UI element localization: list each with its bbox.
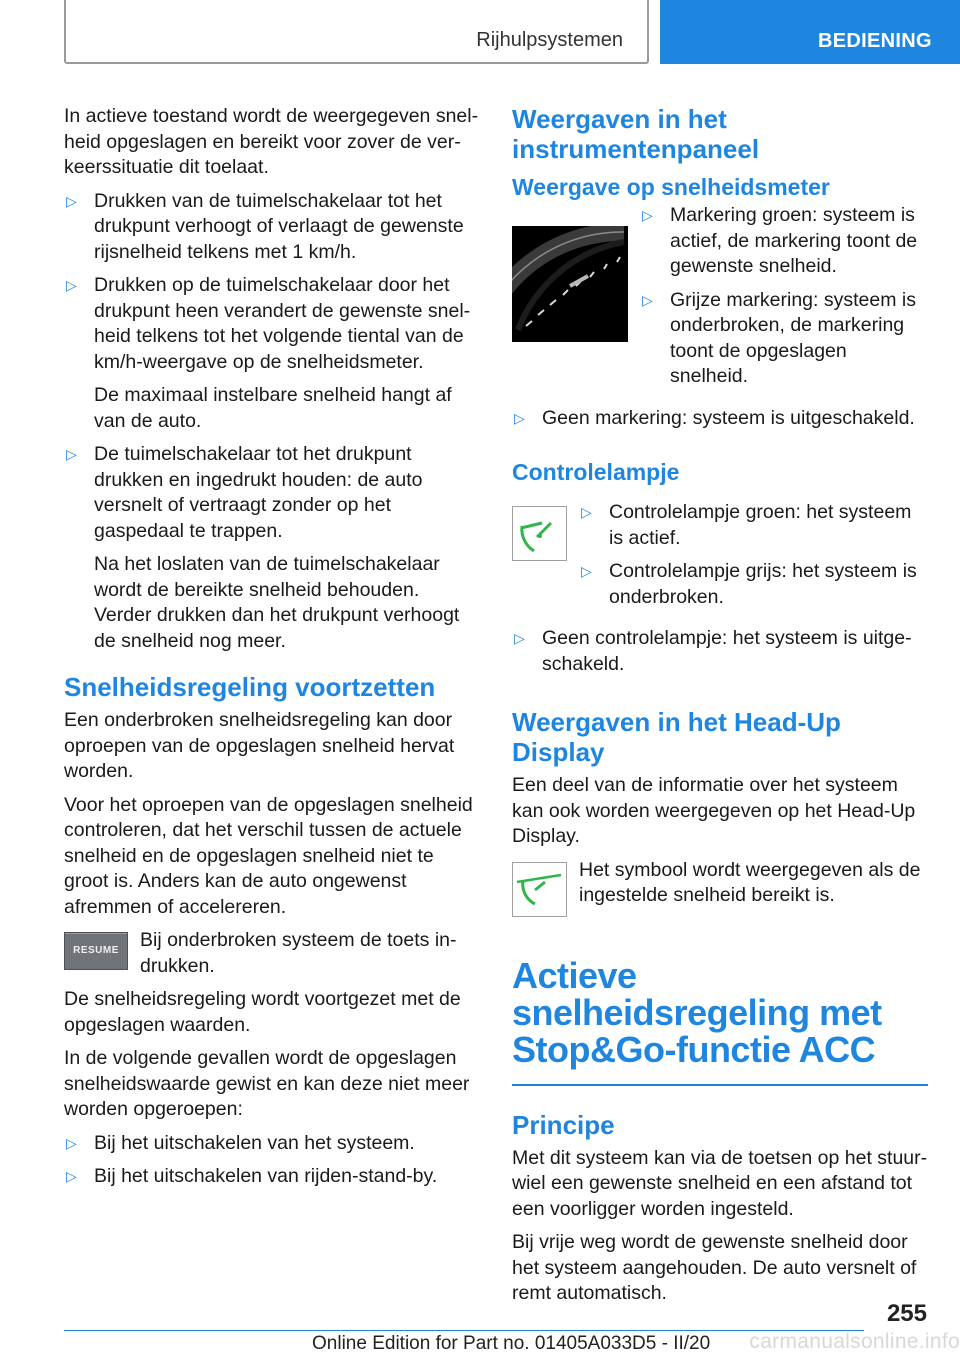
bullet-text: De tuimelschakelaar tot het drukpunt drukken en ingedrukt houden: de auto versnelt of vertraagt zonder op het gaspedaal te trappen. xyxy=(94,443,423,542)
resume-paragraph-4: In de volgende gevallen wordt de opgeslagen snelheidswaarde gewist en kan deze niet meer worden opgeroepen: xyxy=(64,1047,470,1120)
right-column xyxy=(512,104,928,1315)
bullet-item xyxy=(579,500,928,551)
subheading-speedometer: Weergave op snelheidsmeter xyxy=(512,174,830,200)
hud-symbol-row xyxy=(512,858,928,917)
bullet-triangle-icon: ▷ xyxy=(514,630,525,646)
bullet-subtext: De maximaal instelbare snelheid hangt af van de auto. xyxy=(94,384,452,432)
bullet-text: Controlelampje groen: het systeem is actief. xyxy=(609,501,912,549)
bullet-text: Bij het uitschakelen van het systeem. xyxy=(94,1131,415,1154)
bullet-triangle-icon: ▷ xyxy=(514,409,525,426)
principle-paragraph-1: Met dit systeem kan via de toetsen op het stuurwiel een gewenste snelheid en een afstand tot een voorligger worden ingesteld. xyxy=(512,1146,928,1220)
section-heading-displays: Weergaven in het instrumentenpaneel xyxy=(512,104,760,164)
indicator-lamp-image xyxy=(512,506,567,561)
bullet-triangle-icon: ▷ xyxy=(581,504,592,520)
header-chapter-tab xyxy=(660,0,960,64)
bullet-text: Drukken op de tuimelschakelaar door het drukpunt heen verandert de gewenste snelheid telkens tot het volgende tiental van de km/h-weergave op de snelheidsmeter. xyxy=(94,274,471,373)
bullet-triangle-icon: ▷ xyxy=(642,291,653,308)
bullet-text: Markering groen: systeem is actief, de markering toont de gewenste snelheid. xyxy=(670,204,918,277)
bullet-triangle-icon: ▷ xyxy=(66,1168,77,1184)
bullet-text: Bij het uitschakelen van rijden-stand-by. xyxy=(94,1165,438,1187)
footer-divider xyxy=(64,1330,864,1331)
resume-button-row xyxy=(64,928,479,979)
indicator-lamp-row xyxy=(512,500,928,618)
bullet-item xyxy=(640,203,928,280)
bullet-item xyxy=(64,1164,479,1190)
bullet-triangle-icon: ▷ xyxy=(581,563,592,579)
bullet-item xyxy=(64,189,479,266)
bullet-item xyxy=(512,406,928,432)
resume-paragraph-1: Een onderbroken snelheidsregeling kan door oproepen van de opgeslagen snelheid hervat worden. xyxy=(64,709,455,782)
resume-button-label: RESUME xyxy=(73,945,119,957)
bullet-triangle-icon: ▷ xyxy=(66,277,77,293)
bullet-text: Grijze markering: systeem is onderbroken, de markering toont de opgeslagen snelheid. xyxy=(670,288,916,387)
resume-button-image xyxy=(64,932,128,970)
section-heading-principle: Principe xyxy=(512,1109,615,1140)
header-chapter-label: BEDIENING xyxy=(818,30,932,52)
resume-button-text: Bij onderbroken systeem de toets indrukken. xyxy=(140,929,457,977)
bullet-text: Controlelampje grijs: het systeem is onderbroken. xyxy=(609,560,917,608)
bullet-text: Geen controlelampje: het systeem is uitgeschakeld. xyxy=(542,627,912,675)
bullet-item xyxy=(640,288,928,390)
hud-symbol-image xyxy=(512,862,567,917)
header-section-box xyxy=(64,0,649,64)
principle-paragraph-2: Bij vrije weg wordt de gewenste snelheid door het systeem aangehouden. De auto versnelt of remt automatisch. xyxy=(512,1231,917,1304)
intro-paragraph: In actieve toestand wordt de weergegeven snelheid opgeslagen en bereikt voor zover de verkeerssituatie dit toelaat. xyxy=(64,105,479,178)
section-heading-hud: Weergaven in het Head-Up Display xyxy=(512,707,841,767)
hud-speed-symbol-icon xyxy=(513,863,566,916)
bullet-item xyxy=(64,273,479,434)
bullet-item xyxy=(579,559,928,610)
bullet-item xyxy=(64,442,479,654)
bullet-item xyxy=(512,626,928,677)
watermark-text: carmanualsonline.info xyxy=(749,1330,960,1353)
bullet-item xyxy=(64,1131,479,1157)
speedometer-image xyxy=(512,226,628,342)
page-number: 255 xyxy=(886,1300,927,1327)
footer-edition-text: Online Edition for Part no. 01405A033D5 - II/20 xyxy=(312,1333,711,1354)
bullet-triangle-icon: ▷ xyxy=(66,1134,77,1151)
bullet-triangle-icon: ▷ xyxy=(66,192,77,209)
speedometer-dial-icon xyxy=(512,226,628,342)
section-heading-resume: Snelheidsregeling voortzetten xyxy=(64,672,436,702)
chapter-heading-acc: Actieve snelheidsregeling met Stop&Go-functie ACC xyxy=(512,954,882,1070)
bullet-text: Geen markering: systeem is uitgeschakeld. xyxy=(542,406,915,429)
bullet-triangle-icon: ▷ xyxy=(642,207,653,223)
speed-control-lamp-icon xyxy=(513,507,566,560)
bullet-text: Drukken van de tuimelschakelaar tot het drukpunt verhoogt of verlaagt de gewenste rijsnelheid telkens met 1 km/h. xyxy=(94,189,464,263)
hud-paragraph: Een deel van de informatie over het systeem kan ook worden weergegeven op het Head-Up Display. xyxy=(512,774,916,847)
speedometer-bullets xyxy=(640,203,928,398)
bullet-triangle-icon: ▷ xyxy=(66,446,77,462)
speedometer-row xyxy=(512,203,928,398)
header-section-title: Rijhulpsystemen xyxy=(476,29,623,51)
hud-symbol-text: Het symbool wordt weergegeven als de ingestelde snelheid bereikt is. xyxy=(579,858,921,906)
left-column xyxy=(64,104,479,1198)
heading-divider xyxy=(512,1084,928,1086)
resume-paragraph-2: Voor het oproepen van de opgeslagen snelheid controleren, dat het verschil tussen de actuele snelheid en de opgeslagen snelheid niet te groot is. Anders kan de auto ongewenst afremmen of accelereren. xyxy=(64,793,473,918)
resume-paragraph-3: De snelheidsregeling wordt voortgezet met de opgeslagen waarden. xyxy=(64,988,461,1036)
bullet-subtext: Na het loslaten van de tuimelschakelaar wordt de bereikte snelheid behouden. Verder drukken dan het drukpunt verhoogt de snelheid nog meer. xyxy=(94,553,460,652)
indicator-lamp-bullets xyxy=(579,500,928,618)
subheading-indicator-lamp: Controlelampje xyxy=(512,459,680,485)
